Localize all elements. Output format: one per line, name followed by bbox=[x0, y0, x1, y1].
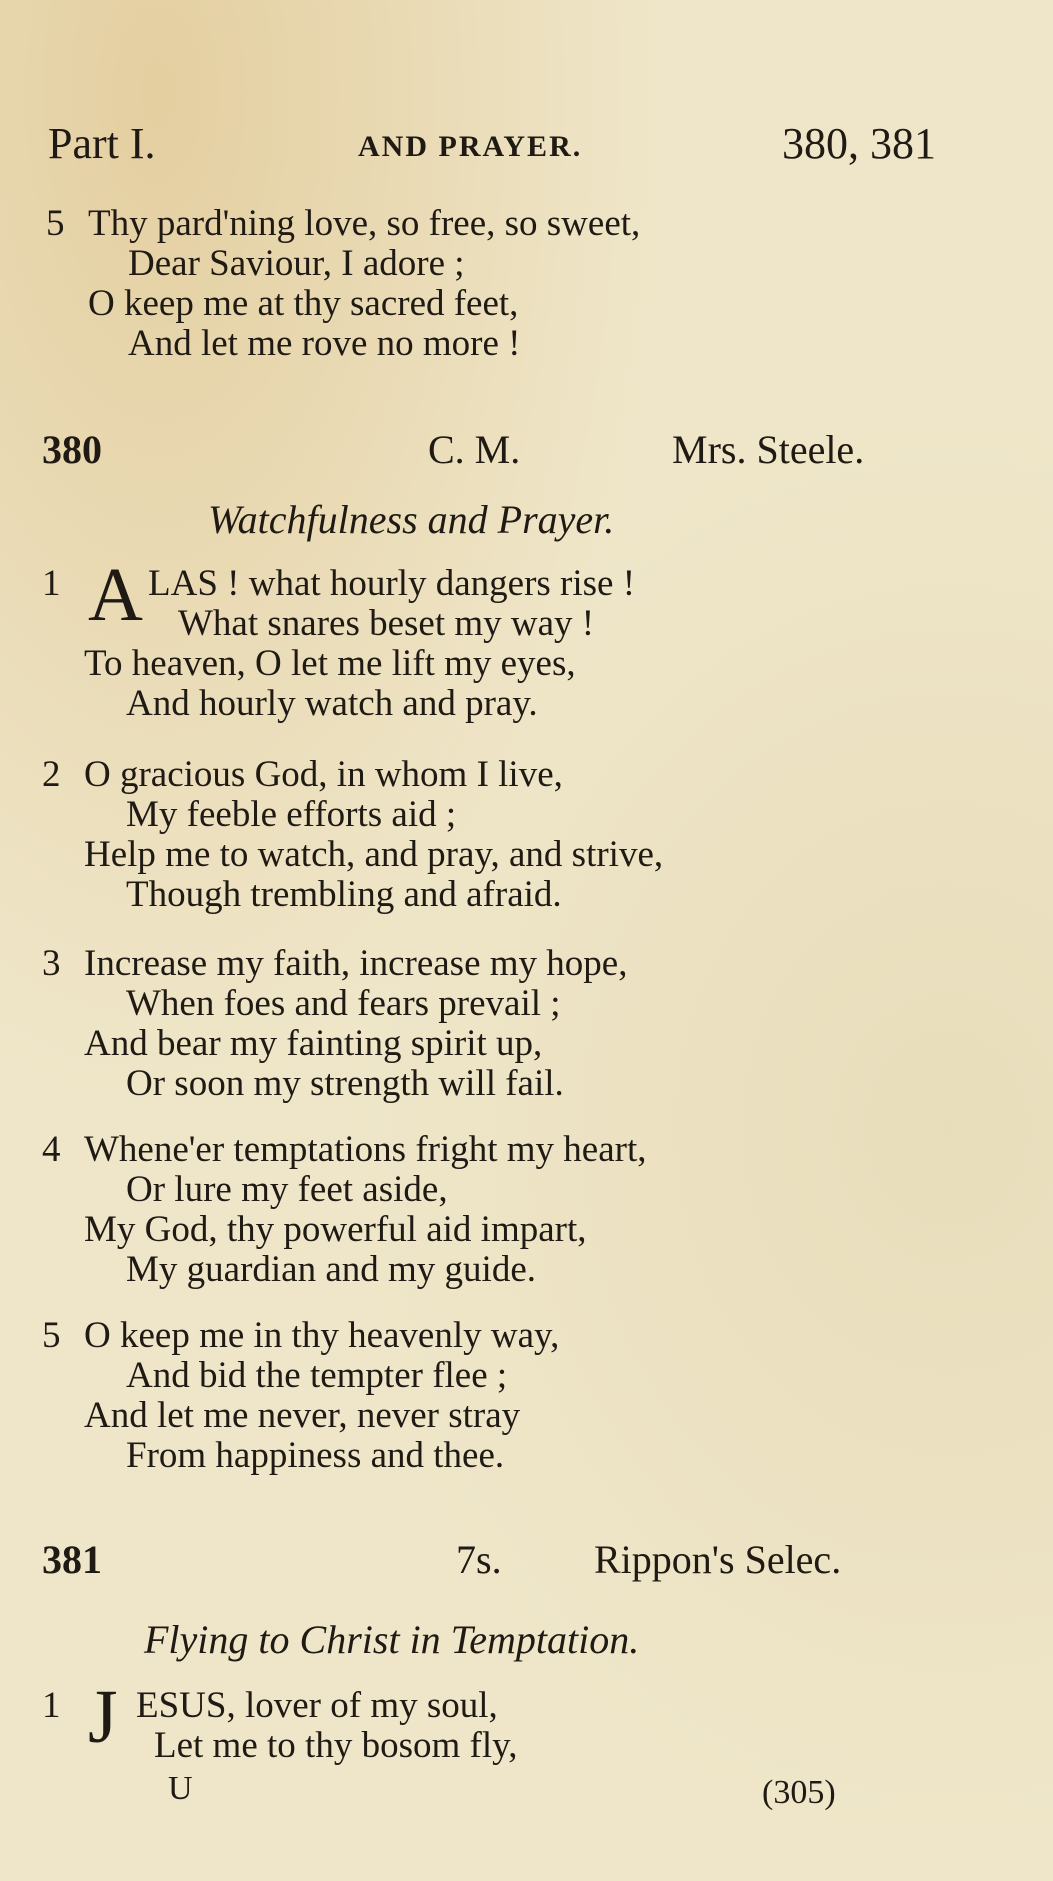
verse-line: O gracious God, in whom I live, bbox=[84, 754, 563, 795]
verse-line: From happiness and thee. bbox=[126, 1435, 505, 1476]
verse-number: 5 bbox=[42, 1315, 61, 1356]
verse-number: 4 bbox=[42, 1129, 61, 1170]
verse-line: And hourly watch and pray. bbox=[126, 683, 538, 724]
verse-number: 1 bbox=[42, 563, 61, 604]
header-part: Part I. bbox=[48, 119, 156, 168]
verse-line: Or soon my strength will fail. bbox=[126, 1063, 564, 1104]
verse-line: O keep me at thy sacred feet, bbox=[88, 283, 519, 324]
header-title: AND PRAYER. bbox=[358, 130, 583, 163]
verse-line: Let me to thy bosom fly, bbox=[154, 1725, 518, 1766]
verse-line: LAS ! what hourly dangers rise ! bbox=[148, 563, 636, 604]
verse-line: To heaven, O let me lift my eyes, bbox=[84, 643, 576, 684]
verse-line: ESUS, lover of my soul, bbox=[136, 1685, 498, 1726]
verse-line: Dear Saviour, I adore ; bbox=[128, 243, 465, 284]
drop-cap: A bbox=[88, 553, 143, 637]
header-hymn-numbers: 380, 381 bbox=[782, 119, 936, 168]
hymn-author: Mrs. Steele. bbox=[672, 427, 865, 472]
signature-mark: U bbox=[168, 1770, 193, 1807]
hymn-title: Watchfulness and Prayer. bbox=[208, 497, 615, 542]
verse-number: 5 bbox=[46, 203, 65, 244]
verse-line: My feeble efforts aid ; bbox=[126, 794, 457, 835]
hymn-author: Rippon's Selec. bbox=[594, 1537, 842, 1582]
verse-line: Whene'er temptations fright my heart, bbox=[84, 1129, 647, 1170]
verse-number: 3 bbox=[42, 943, 61, 984]
hymn-number: 380 bbox=[42, 427, 102, 472]
verse-line: O keep me in thy heavenly way, bbox=[84, 1315, 560, 1356]
verse-line: Increase my faith, increase my hope, bbox=[84, 943, 628, 984]
verse-line: When foes and fears prevail ; bbox=[126, 983, 561, 1024]
hymn-number: 381 bbox=[42, 1537, 102, 1582]
drop-cap: J bbox=[88, 1675, 118, 1759]
verse-line: Thy pard'ning love, so free, so sweet, bbox=[88, 203, 641, 244]
hymn-meter: C. M. bbox=[428, 427, 521, 472]
verse-line: Help me to watch, and pray, and strive, bbox=[84, 834, 664, 875]
verse-line: Though trembling and afraid. bbox=[126, 874, 562, 915]
verse-number: 1 bbox=[42, 1685, 61, 1726]
verse-line: And bear my fainting spirit up, bbox=[84, 1023, 543, 1064]
hymn-meter: 7s. bbox=[456, 1537, 502, 1582]
verse-line: My guardian and my guide. bbox=[126, 1249, 536, 1290]
verse-line: Or lure my feet aside, bbox=[126, 1169, 448, 1210]
page-number: (305) bbox=[762, 1774, 836, 1811]
hymn-title: Flying to Christ in Temptation. bbox=[144, 1617, 640, 1662]
verse-line: And let me rove no more ! bbox=[128, 323, 521, 364]
verse-line: And let me never, never stray bbox=[84, 1395, 521, 1436]
verse-line: What snares beset my way ! bbox=[178, 603, 595, 644]
verse-number: 2 bbox=[42, 754, 61, 795]
verse-line: My God, thy powerful aid impart, bbox=[84, 1209, 587, 1250]
verse-line: And bid the tempter flee ; bbox=[126, 1355, 508, 1396]
